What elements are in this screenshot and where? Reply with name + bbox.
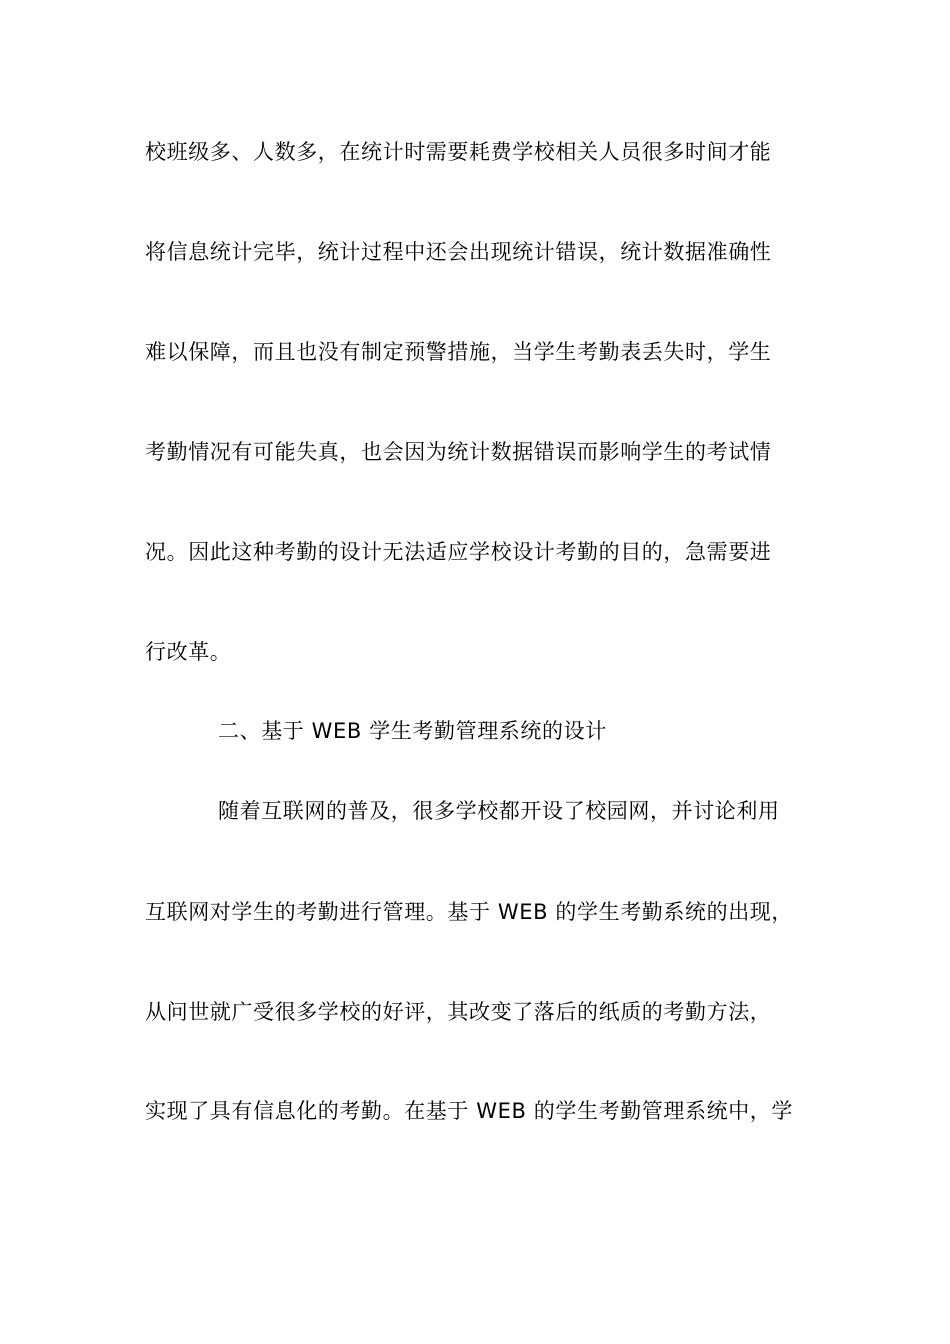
paragraph-1-line-1: 校班级多、人数多，在统计时需要耗费学校相关人员很多时间才能 — [145, 140, 772, 164]
paragraph-1-line-4: 考勤情况有可能失真，也会因为统计数据错误而影响学生的考试情 — [145, 440, 772, 464]
paragraph-1-line-5: 况。因此这种考勤的设计无法适应学校设计考勤的目的，急需要进 — [145, 540, 772, 564]
paragraph-1-line-2: 将信息统计完毕，统计过程中还会出现统计错误，统计数据准确性 — [145, 240, 772, 264]
paragraph-2-line-1: 随着互联网的普及，很多学校都开设了校园网，并讨论利用 — [218, 799, 780, 823]
paragraph-1-line-6: 行改革。 — [145, 640, 232, 664]
paragraph-2-line-4: 实现了具有信息化的考勤。在基于 WEB 的学生考勤管理系统中，学 — [145, 1099, 793, 1123]
paragraph-2-line-3: 从问世就广受很多学校的好评，其改变了落后的纸质的考勤方法， — [145, 1000, 772, 1024]
paragraph-1-line-3: 难以保障，而且也没有制定预警措施，当学生考勤表丢失时，学生 — [145, 340, 772, 364]
paragraph-2-line-2: 互联网对学生的考勤进行管理。基于 WEB 的学生考勤系统的出现， — [145, 900, 793, 924]
section-heading: 二、基于 WEB 学生考勤管理系统的设计 — [218, 719, 607, 743]
